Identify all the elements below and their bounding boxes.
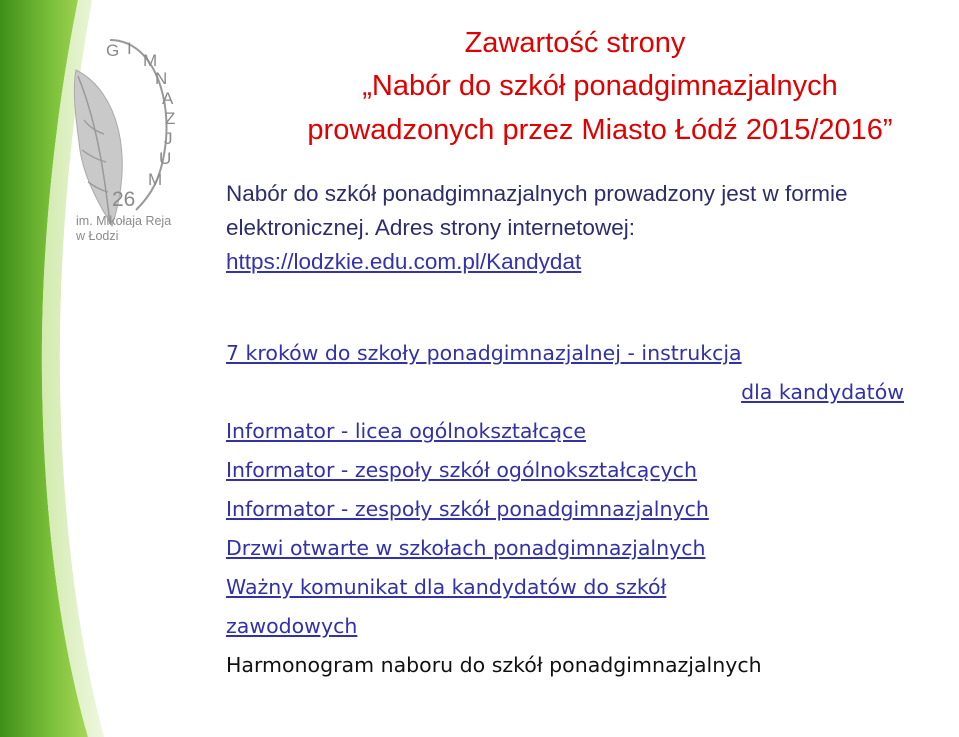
link-kroki-instrukcja[interactable]: 7 kroków do szkoły ponadgimnazjalnej - instrukcja bbox=[226, 341, 742, 365]
link-wazny-komunikat-cont[interactable]: zawodowych bbox=[226, 614, 358, 638]
page-title-line1: Zawartość strony bbox=[464, 27, 686, 59]
link-informator-zespoly-ponadgimnazjalnych[interactable]: Informator - zespoły szkół ponadgimnazjalnych bbox=[226, 497, 709, 521]
page-title-line3: prowadzonych przez Miasto Łódź 2015/2016” bbox=[307, 114, 893, 146]
link-kroki-instrukcja-cont[interactable]: dla kandydatów bbox=[741, 380, 904, 404]
intro-text: Nabór do szkół ponadgimnazjalnych prowadzony jest w formie elektronicznej. Adres strony internetowej: bbox=[226, 181, 848, 240]
link-drzwi-otwarte[interactable]: Drzwi otwarte w szkołach ponadgimnazjalnych bbox=[226, 536, 706, 560]
harmonogram-text: Harmonogram naboru do szkół ponadgimnazjalnych bbox=[226, 653, 762, 677]
logo-letter: Z bbox=[165, 109, 176, 128]
logo-letter: J bbox=[164, 129, 173, 148]
logo-name-line1: im. Mikołaja Reja bbox=[76, 214, 172, 228]
link-wazny-komunikat[interactable]: Ważny komunikat dla kandydatów do szkół bbox=[226, 575, 667, 599]
logo-letter: A bbox=[162, 89, 174, 108]
logo-letter: M bbox=[148, 170, 163, 189]
website-url-link[interactable]: https://lodzkie.edu.com.pl/Kandydat bbox=[226, 249, 582, 274]
logo-name-line2: w Łodzi bbox=[76, 229, 119, 243]
link-informator-licea[interactable]: Informator - licea ogólnokształcące bbox=[226, 419, 586, 443]
logo-letter: N bbox=[155, 69, 168, 88]
page-title-line2: „Nabór do szkół ponadgimnazjalnych bbox=[362, 70, 838, 102]
links-list bbox=[226, 334, 916, 685]
logo-letter: I bbox=[127, 39, 132, 58]
link-informator-zespoly-ogolnoksztalcacych[interactable]: Informator - zespoły szkół ogólnokształcących bbox=[226, 458, 697, 482]
logo-school-name bbox=[76, 214, 171, 244]
logo-letter: M bbox=[143, 51, 158, 70]
logo-number: 26 bbox=[112, 188, 136, 211]
intro-paragraph bbox=[226, 177, 946, 279]
logo-letter: G bbox=[106, 41, 120, 60]
logo-letter: U bbox=[159, 149, 172, 168]
